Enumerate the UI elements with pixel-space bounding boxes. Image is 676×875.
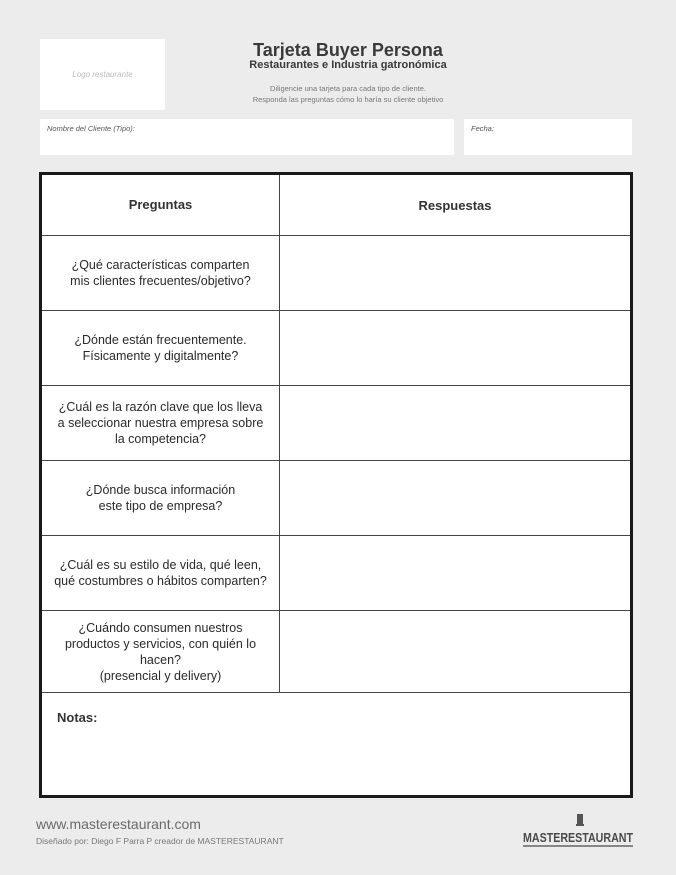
answer-cell[interactable] xyxy=(280,386,630,460)
table-row xyxy=(42,536,630,611)
instruction-line-2: Responda las preguntas cómo lo haría su cliente objetivo xyxy=(252,95,444,104)
table-row xyxy=(42,386,630,461)
buyer-persona-table xyxy=(39,172,633,798)
chef-hat-icon xyxy=(576,814,584,826)
table-row xyxy=(42,461,630,536)
header-preguntas: Preguntas xyxy=(42,175,280,235)
question-cell: ¿Qué características comparten mis clientes frecuentes/objetivo? xyxy=(42,236,280,310)
answer-cell[interactable] xyxy=(280,461,630,535)
footer-credit: Diseñado por: Diego F Parra P creador de MASTERESTAURANT xyxy=(36,836,284,846)
table-header-row xyxy=(42,175,630,236)
answer-cell[interactable] xyxy=(280,236,630,310)
notes-label: Notas: xyxy=(57,710,98,725)
question-cell: ¿Dónde busca información este tipo de empresa? xyxy=(42,461,280,535)
client-name-field[interactable] xyxy=(40,119,454,155)
question-cell: ¿Cuál es su estilo de vida, qué leen, qué costumbres o hábitos comparten? xyxy=(42,536,280,610)
table-row xyxy=(42,311,630,386)
answer-cell[interactable] xyxy=(280,611,630,692)
footer-url[interactable]: www.masterestaurant.com xyxy=(36,816,201,832)
brand-logo xyxy=(520,811,636,851)
answer-cell[interactable] xyxy=(280,536,630,610)
date-label: Fecha: xyxy=(471,124,494,133)
question-cell: ¿Cuál es la razón clave que los lleva a seleccionar nuestra empresa sobre la competencia? xyxy=(42,386,280,460)
page-subtitle: Restaurantes e Industria gatronómica xyxy=(249,59,447,71)
logo-placeholder-text: Logo restaurante xyxy=(72,70,133,79)
answer-cell[interactable] xyxy=(280,311,630,385)
header-respuestas: Respuestas xyxy=(418,197,492,213)
question-cell: ¿Dónde están frecuentemente. Físicamente y digitalmente? xyxy=(42,311,280,385)
table-row xyxy=(42,611,630,693)
table-row xyxy=(42,236,630,311)
date-field[interactable] xyxy=(464,119,632,155)
client-name-label: Nombre del Cliente (Tipo): xyxy=(47,124,135,133)
page-title: Tarjeta Buyer Persona xyxy=(253,40,443,60)
instruction-line-1: Diligencie una tarjeta para cada tipo de cliente. xyxy=(270,84,426,93)
question-cell: ¿Cuándo consumen nuestros productos y servicios, con quién lo hacen? (presencial y delivery) xyxy=(42,611,280,692)
brand-text: MASTERESTAURANT xyxy=(523,830,634,845)
logo-placeholder xyxy=(40,39,165,110)
